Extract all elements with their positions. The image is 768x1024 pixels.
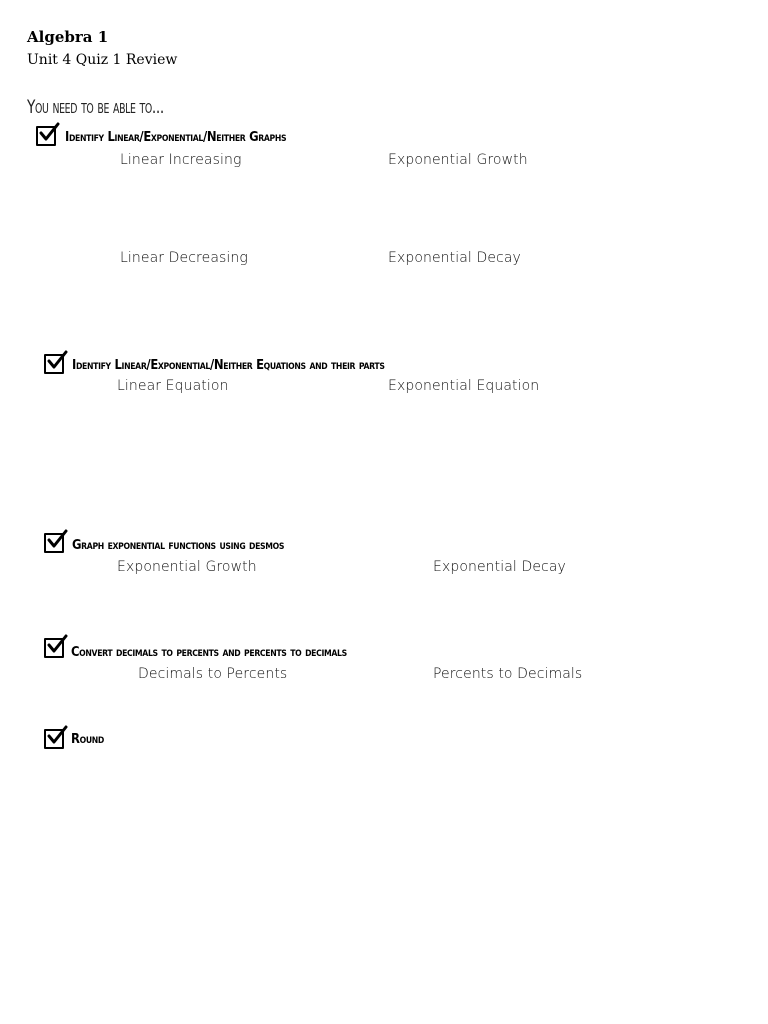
objective-title: Identify Linear/Exponential/Neither Graphs [65, 129, 287, 145]
objective-title: Identify Linear/Exponential/Neither Equations and their parts [72, 357, 385, 373]
label-percents-to-decimals: Percents to Decimals [433, 666, 583, 682]
label-exponential-equation: Exponential Equation [388, 378, 540, 394]
checked-box-icon [44, 729, 64, 749]
checked-box-icon [44, 354, 64, 374]
label-linear-decreasing: Linear Decreasing [120, 250, 248, 266]
label-linear-equation: Linear Equation [117, 378, 229, 394]
objective-title: Graph exponential functions using desmos [72, 537, 285, 553]
objective-title: Round [71, 731, 104, 747]
label-decimals-to-percents: Decimals to Percents [138, 666, 288, 682]
label-exponential-growth: Exponential Growth [117, 559, 257, 575]
label-linear-increasing: Linear Increasing [120, 152, 242, 168]
quiz-title: Unit 4 Quiz 1 Review [27, 52, 178, 68]
checked-box-icon [44, 533, 64, 553]
checked-box-icon [44, 638, 64, 658]
label-exponential-decay: Exponential Decay [433, 559, 566, 575]
course-title: Algebra 1 [27, 28, 109, 46]
label-exponential-decay: Exponential Decay [388, 250, 521, 266]
objective-title: Convert decimals to percents and percents to decimals [71, 644, 347, 660]
label-exponential-growth: Exponential Growth [388, 152, 528, 168]
intro-heading: You need to be able to... [27, 96, 164, 118]
checked-box-icon [36, 126, 56, 146]
